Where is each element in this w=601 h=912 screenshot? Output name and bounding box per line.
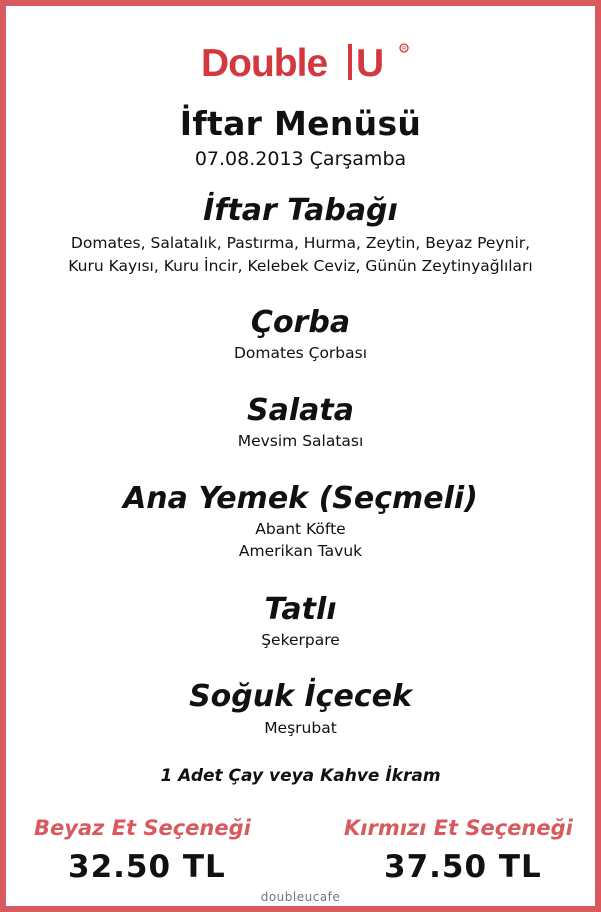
price-red-meat: 37.50 TL — [384, 849, 542, 885]
section-heading-dessert: Tatlı — [264, 592, 337, 627]
complimentary-note: 1 Adet Çay veya Kahve İkram — [160, 766, 441, 786]
section-line: Domates Çorbası — [233, 344, 368, 362]
section-heading-soup: Çorba — [250, 305, 351, 340]
section-heading-salad: Salata — [247, 393, 354, 428]
svg-text:R: R — [402, 46, 407, 53]
menu-title: İftar Menüsü — [179, 104, 422, 143]
option-label-white-meat: Beyaz Et Seçeneği — [34, 816, 251, 840]
section-heading-iftar-plate: İftar Tabağı — [203, 193, 398, 228]
price-white-meat: 32.50 TL — [68, 849, 226, 885]
option-label-red-meat: Kırmızı Et Seçeneği — [344, 816, 573, 840]
footer-brand: doubleucafe — [260, 890, 341, 904]
section-line: Domates, Salatalık, Pastırma, Hurma, Zeytin, Beyaz Peynir, — [70, 234, 531, 252]
menu-date: 07.08.2013 Çarşamba — [194, 148, 407, 170]
section-heading-main-course: Ana Yemek (Seçmeli) — [123, 481, 478, 516]
svg-text:U: U — [356, 42, 385, 85]
section-line: Kuru Kayısı, Kuru İncir, Kelebek Ceviz, Günün Zeytinyağlıları — [68, 257, 533, 275]
section-line: Mevsim Salatası — [237, 432, 364, 450]
section-line: Amerikan Tavuk — [238, 542, 363, 560]
svg-text:Double: Double — [201, 42, 328, 85]
section-line: Şekerpare — [261, 631, 340, 649]
section-heading-cold-drink: Soğuk İçecek — [189, 679, 412, 714]
section-line: Abant Köfte — [255, 520, 346, 538]
brand-logo — [201, 36, 416, 88]
section-line: Meşrubat — [264, 719, 337, 737]
